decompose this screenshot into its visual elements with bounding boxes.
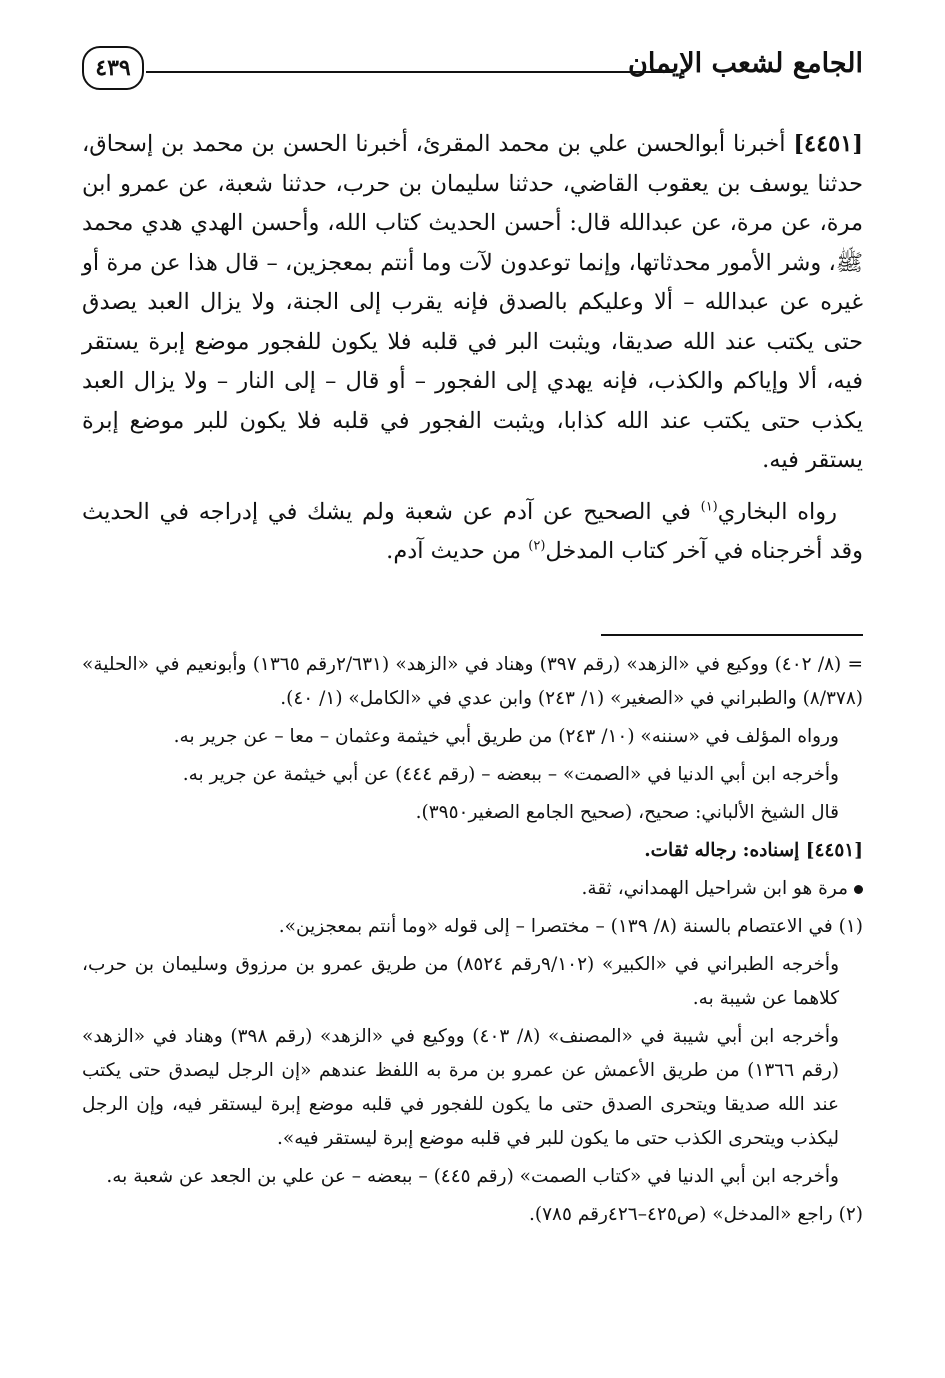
isnad-label: [٤٤٥١] إسناده: — [742, 840, 863, 861]
footnote-continuation-4: قال الشيخ الألباني: صحيح، (صحيح الجامع الصغير٣٩٥٠). — [415, 802, 839, 823]
isnad-value: رجاله ثقات. — [644, 840, 743, 861]
footnote-1-paragraph-1: وأخرجه الطبراني في «الكبير» (٩/١٠٢رقم ٨٥٢٤) من طريق عمرو بن مرزوق وسليمان بن حرب، كلاهما عن شيبة به. — [82, 954, 839, 1009]
hadith-paragraph — [82, 125, 863, 481]
footnote-continuation-2: ورواه المؤلف في «سننه» (١٠/ ٢٤٣) من طريق أبي خيثمة وعثمان – معا – عن جرير به. — [173, 726, 839, 747]
narrator-note-text: مرة هو ابن شراحيل الهمداني، ثقة. — [581, 878, 848, 899]
footnote-2: (٢) راجع «المدخل» (ص٤٢٥–٤٢٦رقم ٧٨٥). — [528, 1204, 863, 1225]
riwaya-part3: من حديث آدم. — [386, 538, 529, 564]
footnote-continuation-1: = (٨/ ٤٠٢) ووكيع في «الزهد» (رقم ٣٩٧) وهناد في «الزهد» (٢/٦٣١رقم ١٣٦٥) وأبونعيم في «الحلية» (٨/٣٧٨) والطبراني في «الصغير» (١/ ٢٤٣) وابن عدي في «الكامل» (١/ ٤٠). — [82, 654, 863, 709]
isnad-line — [82, 834, 863, 868]
footnotes — [82, 648, 863, 1236]
riwaya-paragraph — [82, 493, 863, 572]
footnote-ref-2[interactable]: (٢) — [528, 538, 546, 554]
footnote-ref-1[interactable]: (١) — [700, 499, 718, 514]
page-number: ٤٣٩ — [82, 46, 144, 90]
page-header — [82, 40, 863, 100]
footnote-1-paragraph-3: وأخرجه ابن أبي الدنيا في «كتاب الصمت» (رقم ٤٤٥) – ببعضه – عن علي بن الجعد عن شعبة به. — [106, 1166, 839, 1187]
running-title: الجامع لشعب الإيمان — [628, 48, 863, 79]
header-rule — [146, 71, 673, 73]
footnote-continuation-3: وأخرجه ابن أبي الدنيا في «الصمت» – ببعضه – (رقم ٤٤٤) عن أبي خيثمة عن جرير به. — [182, 764, 839, 785]
footnote-1-paragraph-2: وأخرجه ابن أبي شيبة في «المصنف» (٨/ ٤٠٣) ووكيع في «الزهد» (رقم ٣٩٨) وهناد في «الزهد» (رقم ١٣٦٦) من طريق الأعمش عن عمرو بن مرة به اللفظ عندهم «إن الرجل ليصدق حتى يكتب عند الله صديقا ويتحرى الصدق حتى ما يكون للفجور في قلبه موضع إبرة ليستقر فيه، وإن الرجل ليكذب ويتحرى الكذب حتى ما يكون للبر في قلبه موضع إبرة ليستقر فيه». — [82, 1026, 839, 1149]
hadith-number: [٤٤٥١] — [793, 131, 863, 157]
narrator-note — [82, 872, 863, 906]
riwaya-part1: رواه البخاري — [717, 498, 837, 525]
footnote-separator — [601, 634, 863, 636]
bullet-icon — [854, 885, 863, 894]
hadith-text: أخبرنا أبوالحسن علي بن محمد المقرئ، أخبرنا الحسن بن محمد بن إسحاق، حدثنا يوسف بن يعقوب القاضي، حدثنا سليمان بن حرب، حدثنا شعبة، عن عمرو ابن مرة، عن مرة، عن عبدالله قال: أحسن الحديث كتاب الله، وأحسن الهدي هدي محمد ﷺ، وشر الأمور محدثاتها، وإنما توعدون لآت وما أنتم بمعجزين، – قال هذا عن مرة أو غيره عن عبدالله – ألا وعليكم بالصدق فإنه يقرب إلى الجنة، ولا يزال العبد يصدق حتى يكتب عند الله صديقا، ويثبت البر في قلبه فلا يكون للفجور موضع إبرة يستقر فيه، ألا وإياكم والكذب، فإنه يهدي إلى الفجور – أو قال – إلى النار – ولا يزال العبد يكذب حتى يكتب عند الله كذابا، ويثبت الفجور في قلبه فلا يكون للبر موضع إبرة يستقر فيه. — [82, 131, 863, 473]
main-text — [82, 125, 863, 572]
riwaya-part2: في الصحيح عن آدم عن شعبة ولم يشك في إدراجه في الحديث وقد أخرجناه في آخر كتاب المدخل — [82, 498, 863, 564]
footnote-1: (١) في الاعتصام بالسنة (٨/ ١٣٩) – مختصرا – إلى قوله «وما أنتم بمعجزين». — [278, 916, 863, 937]
